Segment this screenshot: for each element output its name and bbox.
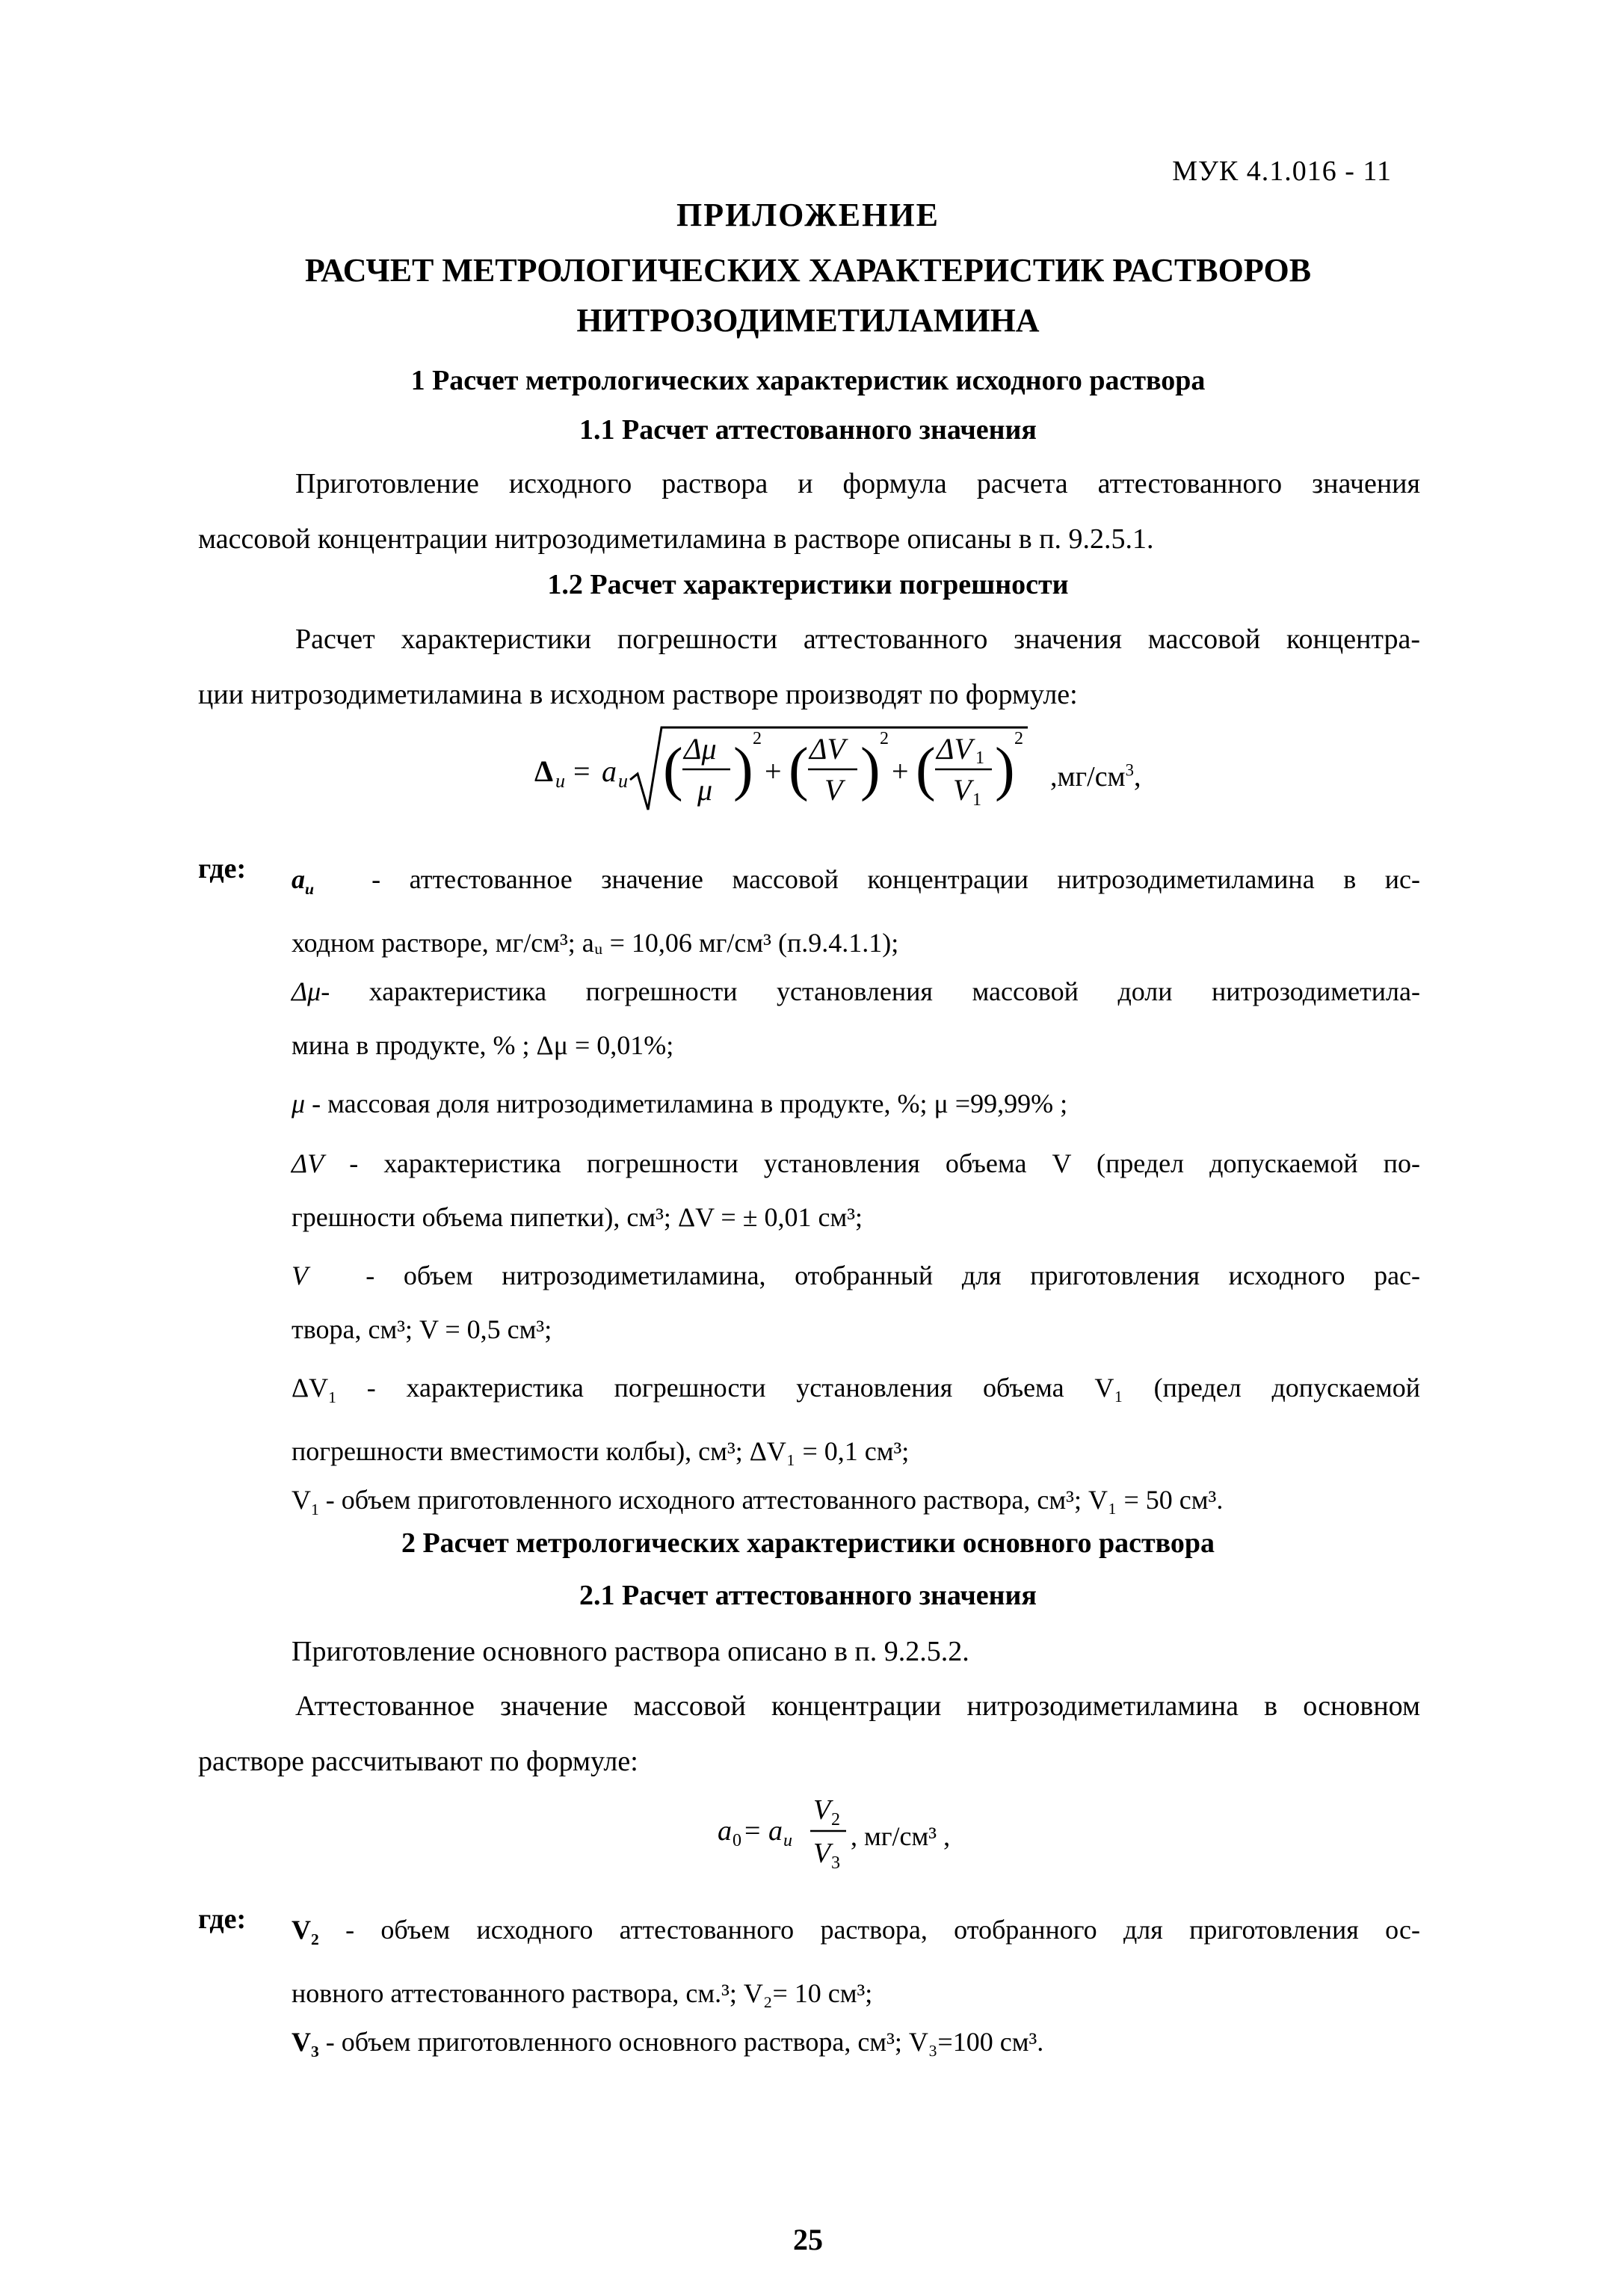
formula-uncertainty xyxy=(534,714,1207,826)
definition-a-u: $a_и$ - аттестованное значение массовой концентрации нитрозодиметиламина в ис- ходном растворе, мг/см³; aᵤ = 10,06 мг/см³ (п.9.4.1.1); xyxy=(292,864,1420,958)
svg-text:(: ( xyxy=(916,736,936,802)
svg-text:и: и xyxy=(618,770,628,792)
svg-text:=: = xyxy=(744,1815,761,1847)
symbol-delta-v: ΔV xyxy=(292,1148,324,1178)
symbol-v3: $V_3$ xyxy=(292,2027,319,2061)
where-label-1: где: xyxy=(198,853,247,884)
symbol-mu: μ xyxy=(292,1089,306,1118)
svg-text:Δ: Δ xyxy=(534,754,554,788)
definition-delta-mu: Δμ- характеристика погрешности установления массовой доли нитрозодиметила- мина в продукте, % ; Δμ = 0,01%; xyxy=(292,976,1420,1060)
symbol-v2: $V_2$ xyxy=(292,1915,319,1949)
svg-text:Δμ: Δμ xyxy=(684,732,717,766)
svg-text:ΔV: ΔV xyxy=(937,732,972,766)
svg-text:V: V xyxy=(824,773,843,807)
section1-2-heading: 1.2 Расчет характеристики погрешности xyxy=(547,569,1069,600)
appendix-title: ПРИЛОЖЕНИЕ xyxy=(676,197,940,233)
main-title-line2: НИТРОЗОДИМЕТИЛАМИНА xyxy=(576,302,1040,339)
symbol-delta-v1: $\Delta V_1$ xyxy=(292,1373,336,1407)
svg-text:V: V xyxy=(813,1794,831,1826)
svg-text:+: + xyxy=(892,754,909,788)
svg-text:2: 2 xyxy=(831,1810,840,1829)
svg-text:0: 0 xyxy=(733,1831,741,1850)
svg-text:a: a xyxy=(768,1815,783,1847)
page-number: 25 xyxy=(793,2223,823,2256)
svg-text:ΔV: ΔV xyxy=(809,732,845,766)
svg-text:и: и xyxy=(783,1831,792,1850)
document-code: МУК 4.1.016 - 11 xyxy=(1172,156,1392,187)
symbol-a-u: $a_и$ xyxy=(292,864,315,899)
svg-text:1: 1 xyxy=(972,790,981,810)
svg-text:): ) xyxy=(860,736,881,802)
svg-text:): ) xyxy=(733,736,753,802)
symbol-delta-mu: Δμ xyxy=(292,976,321,1006)
symbol-v1: $V_1$ xyxy=(292,1485,319,1519)
svg-text:V: V xyxy=(953,773,972,807)
definition-v1: $V_1$ - объем приготовленного исходного аттестованного раствора, см³; V₁ = 50 см³. xyxy=(292,1485,1224,1519)
formula-concentration xyxy=(718,1783,1031,1880)
definition-delta-v1: $\Delta V_1$ - характеристика погрешности установления объема V₁ (предел допускаемой погрешности вместимости колбы), см³; ΔV₁ = 0,1 см³; xyxy=(292,1373,1420,1467)
definition-delta-v: ΔV - характеристика погрешности установления объема V (предел допускаемой по- грешности объема пипетки), см³; ΔV = ± 0,01 см³; xyxy=(292,1148,1421,1232)
section1-2-paragraph: Расчет характеристики погрешности аттестованного значения массовой концентра- ции нитрозодиметиламина в исходном растворе производят по формуле: xyxy=(198,624,1420,710)
svg-text:=: = xyxy=(573,754,590,788)
section2-1-heading: 2.1 Расчет аттестованного значения xyxy=(579,1580,1037,1611)
formula-uncertainty-unit: $,мг/см^3$, xyxy=(1050,760,1141,792)
definition-v3: $V_3$ - объем приготовленного основного раствора, см³; V₃=100 см³. xyxy=(292,2027,1044,2061)
section1-heading: 1 Расчет метрологических характеристик исходного раствора xyxy=(410,365,1206,396)
svg-text:+: + xyxy=(765,754,782,788)
svg-text:μ: μ xyxy=(697,773,713,807)
svg-text:a: a xyxy=(718,1815,732,1847)
section1-1-paragraph: Приготовление исходного раствора и формула расчета аттестованного значения массовой концентрации нитрозодиметиламина в растворе описаны в п. 9.2.5.1. xyxy=(198,468,1420,555)
svg-text:2: 2 xyxy=(1014,729,1023,748)
section2-heading: 2 Расчет метрологических характеристики основного раствора xyxy=(401,1527,1215,1559)
section2-paragraph-1: Приготовление основного раствора описано в п. 9.2.5.2. xyxy=(292,1636,969,1667)
formula-concentration-graphic xyxy=(718,1783,867,1880)
svg-text:): ) xyxy=(995,736,1015,802)
svg-text:(: ( xyxy=(789,736,809,802)
svg-text:и: и xyxy=(555,770,565,792)
definition-v: V - объем нитрозодиметиламина, отобранный для приготовления исходного рас- твора, см³; V = 0,5 см³; xyxy=(292,1261,1421,1344)
svg-text:a: a xyxy=(602,754,617,788)
symbol-v: V xyxy=(292,1261,308,1290)
definition-v2: $V_2$ - объем исходного аттестованного раствора, отобранного для приготовления ос- новного аттестованного раствора, см.³; V₂= 10 см³; xyxy=(292,1915,1421,2009)
definition-mu: μ - массовая доля нитрозодиметиламина в продукте, %; μ =99,99% ; xyxy=(292,1089,1068,1118)
svg-text:(: ( xyxy=(663,736,683,802)
svg-text:2: 2 xyxy=(753,729,762,748)
svg-text:V: V xyxy=(813,1838,831,1869)
formula-concentration-unit: , мг/см³ , xyxy=(851,1821,951,1851)
section1-1-heading: 1.1 Расчет аттестованного значения xyxy=(579,414,1037,446)
svg-text:1: 1 xyxy=(975,748,984,768)
section2-paragraph-2: Аттестованное значение массовой концентрации нитрозодиметиламина в основном растворе рассчитывают по формуле: xyxy=(198,1690,1420,1777)
where-label-2: где: xyxy=(198,1903,247,1935)
svg-text:2: 2 xyxy=(880,729,889,748)
main-title-line1: РАСЧЕТ МЕТРОЛОГИЧЕСКИХ ХАРАКТЕРИСТИК РАСТВОРОВ xyxy=(304,252,1312,289)
svg-text:3: 3 xyxy=(831,1853,840,1873)
